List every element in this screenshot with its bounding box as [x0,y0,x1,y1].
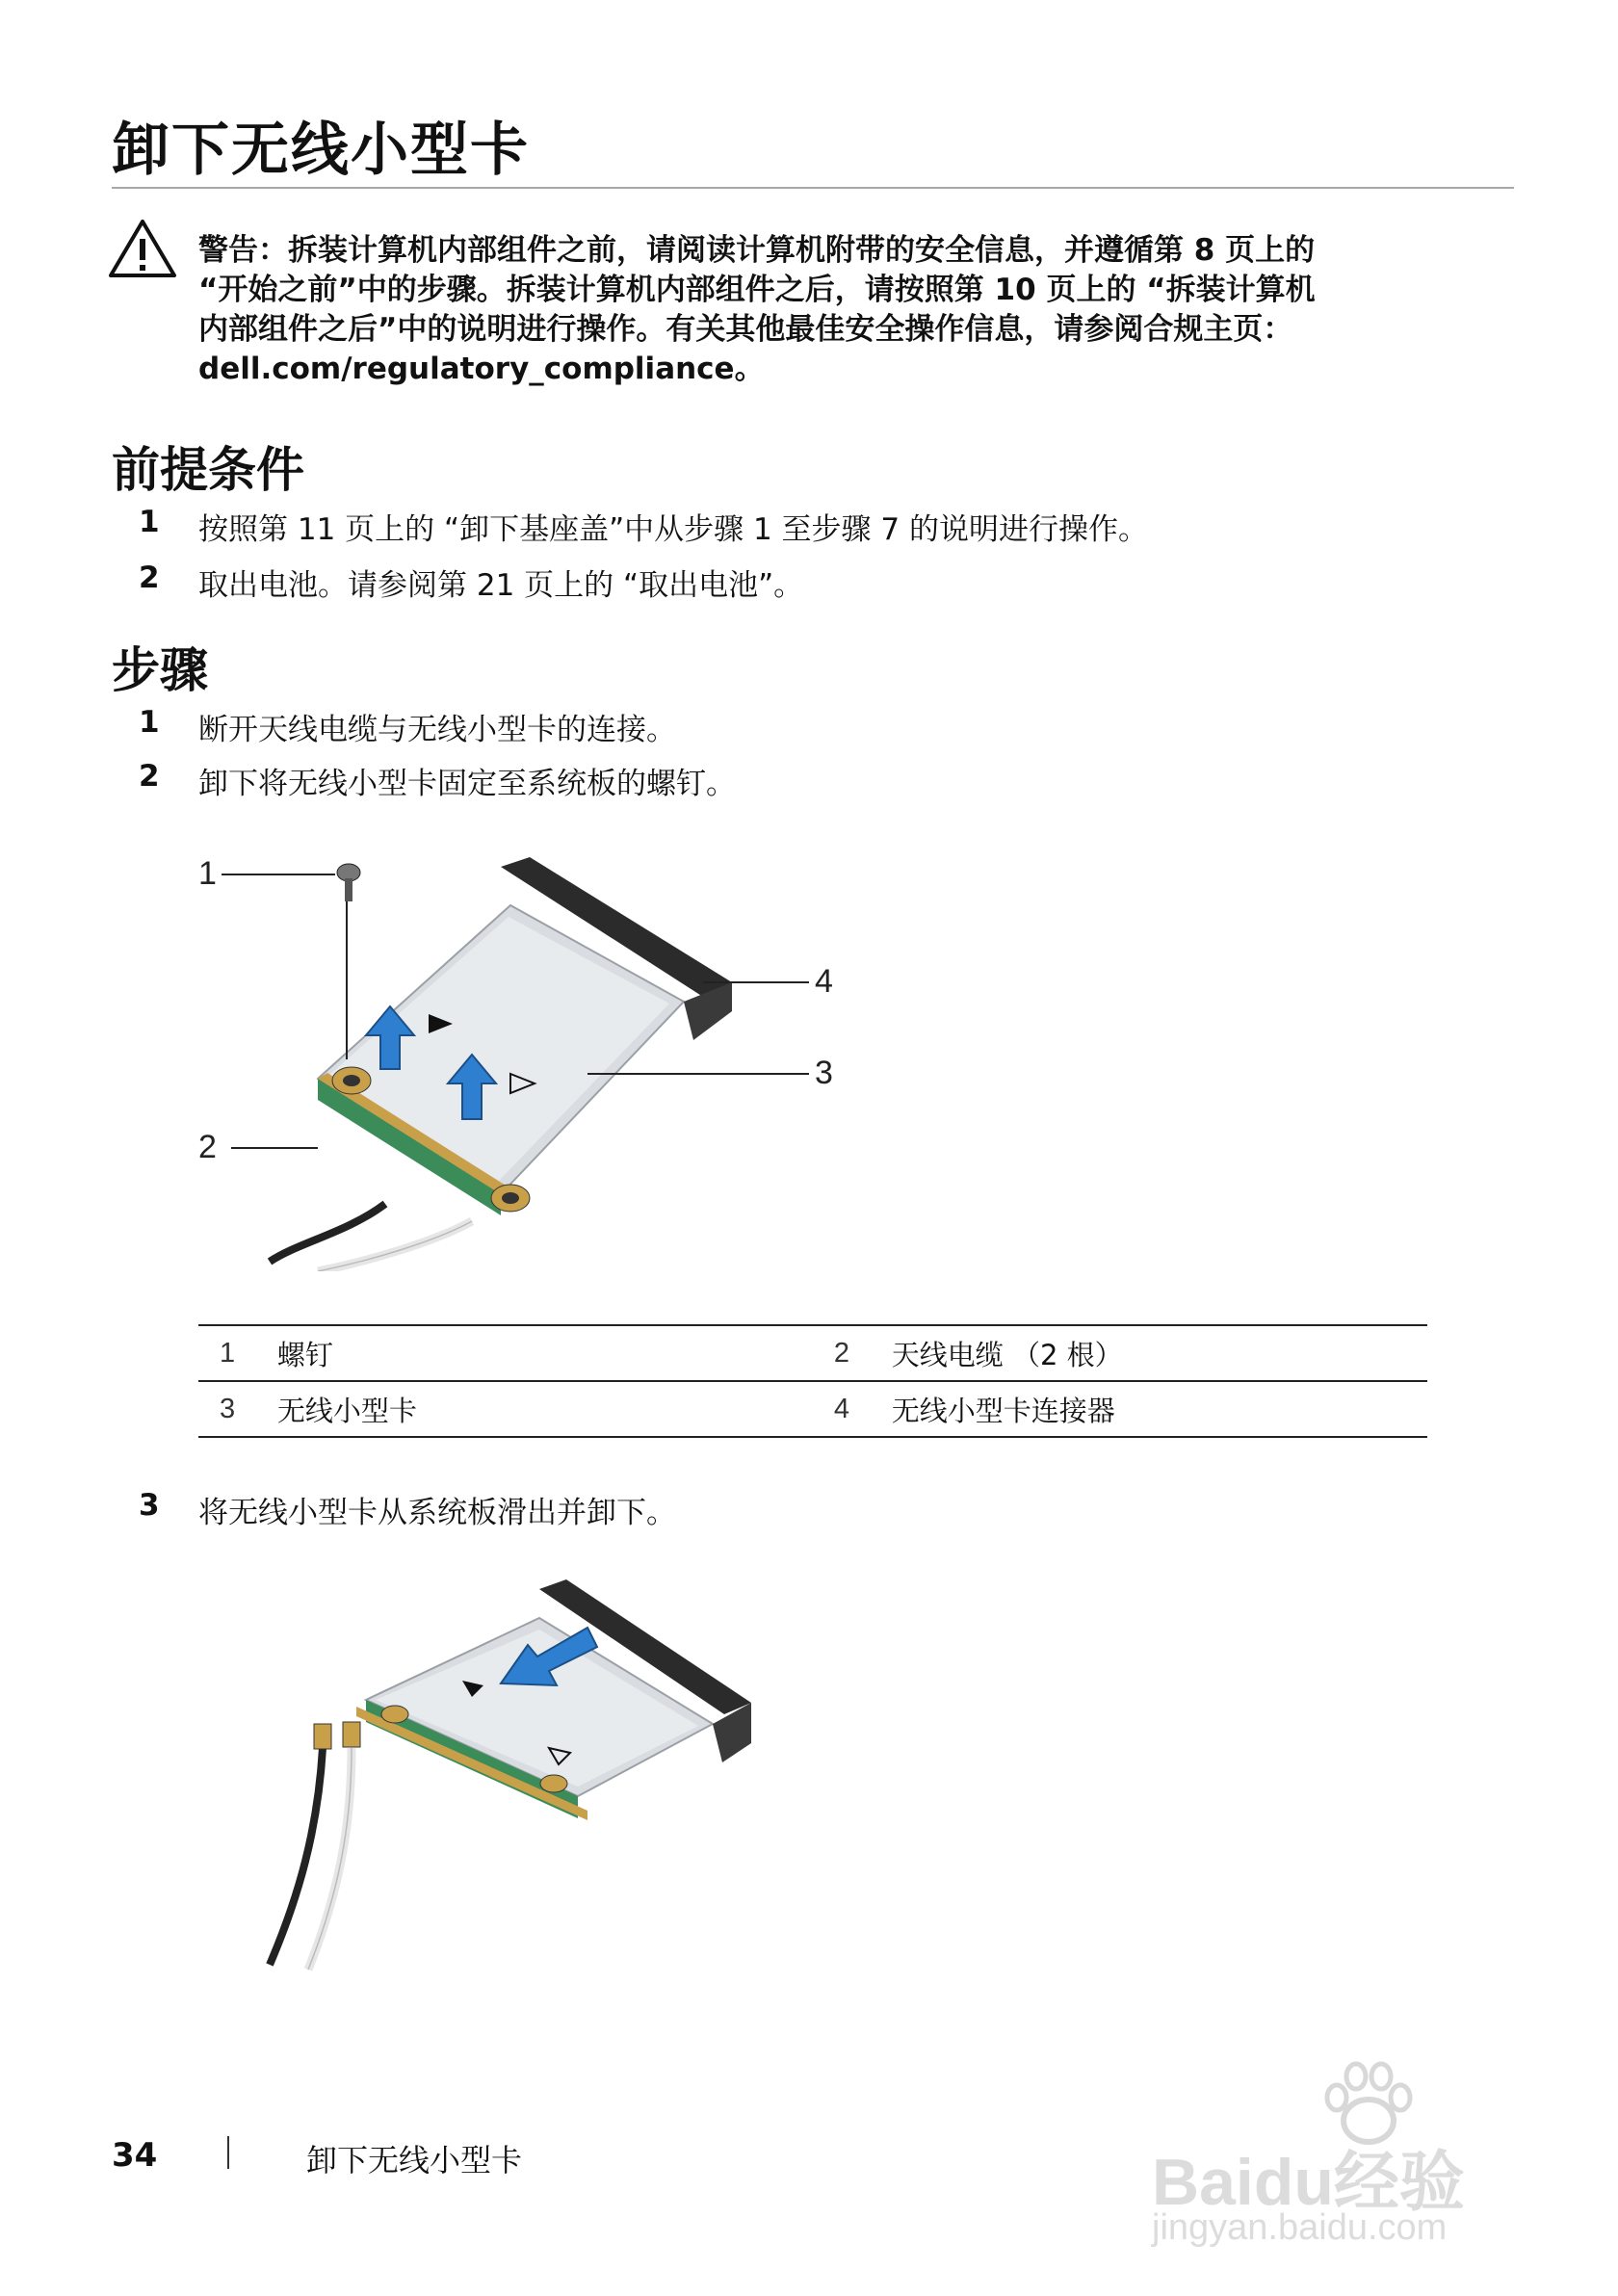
warning-line: 内部组件之后”中的说明进行操作。有关其他最佳安全操作信息，请参阅合规主页： [198,312,1293,347]
procedure-step-number: 2 [139,759,160,794]
warning-triangle-icon [108,218,177,279]
prereq-step-number: 1 [139,505,160,539]
procedure-step-text: 将无线小型卡从系统板滑出并卸下。 [198,1496,676,1530]
procedure-step-text: 断开天线电缆与无线小型卡的连接。 [198,713,676,747]
callout-screw: 1 [198,855,217,892]
warning-link[interactable]: dell.com/regulatory_compliance。 [198,352,765,386]
callout-antenna-cables: 2 [198,1129,217,1165]
figure-slide-card-out [260,1579,780,1984]
warning-line: “开始之前”中的步骤。拆装计算机内部组件之后，请按照第 10 页上的 “拆装计算机 [198,273,1316,307]
callout-card-connector: 4 [815,963,833,1000]
warning-line: 警告：拆装计算机内部组件之前，请阅读计算机附带的安全信息，并遵循第 8 页上的 [198,233,1316,268]
procedure-heading: 步骤 [112,642,208,698]
prereq-heading: 前提条件 [112,442,304,498]
page-number: 34 [112,2136,158,2175]
prereq-step-text: 按照第 11 页上的 “卸下基座盖”中从步骤 1 至步骤 7 的说明进行操作。 [198,512,1148,547]
legend-label: 天线电缆 （2 根） [892,1325,1427,1381]
table-row [198,1381,1427,1437]
legend-number: 1 [198,1325,277,1381]
footer-separator [227,2136,229,2169]
callout-wireless-card: 3 [815,1055,833,1091]
watermark [1152,2061,1537,2254]
procedure-step-number: 1 [139,705,160,740]
warning-text [198,231,1527,389]
legend-number: 2 [813,1325,892,1381]
legend-label: 螺钉 [277,1325,813,1381]
legend-label: 无线小型卡连接器 [892,1381,1427,1437]
prereq-step-text: 取出电池。请参阅第 21 页上的 “取出电池”。 [198,568,804,603]
procedure-step-number: 3 [139,1488,160,1523]
watermark-brand: Baidu经验 [1152,2146,1465,2219]
legend-number: 4 [813,1381,892,1437]
procedure-step-text: 卸下将无线小型卡固定至系统板的螺钉。 [198,767,736,801]
table-row [198,1325,1427,1381]
legend-number: 3 [198,1381,277,1437]
footer-section-title: 卸下无线小型卡 [306,2142,523,2179]
title-divider [112,187,1514,189]
page-title: 卸下无线小型卡 [112,117,530,184]
figure-remove-screw [183,838,876,1271]
watermark-url: jingyan.baidu.com [1152,2207,1448,2248]
prereq-step-number: 2 [139,561,160,595]
legend-table [198,1324,1427,1438]
legend-label: 无线小型卡 [277,1381,813,1437]
